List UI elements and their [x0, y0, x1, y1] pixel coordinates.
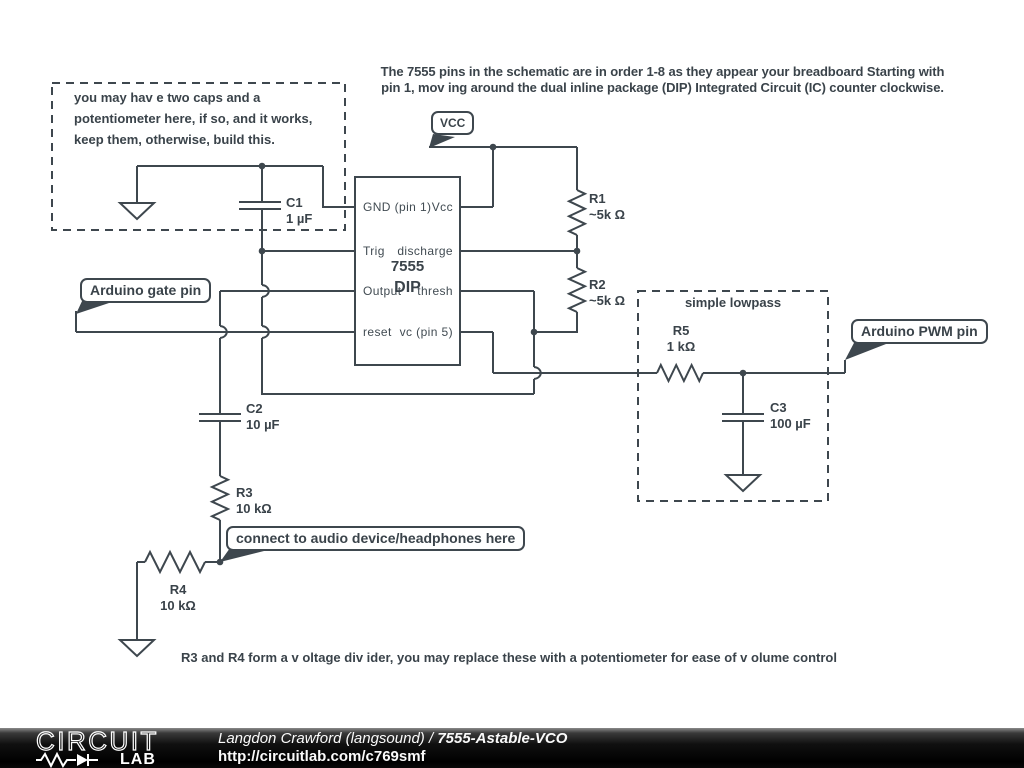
footer-author-title [218, 730, 567, 748]
circuitlab-footer-bar [0, 728, 1024, 768]
c3-value: 100 µF [770, 416, 811, 431]
circuitlab-logo-lab: LAB [120, 751, 156, 768]
label-c3 [770, 400, 811, 432]
r1-name: R1 [589, 191, 606, 206]
capacitor-c1 [239, 166, 281, 209]
vcc-bubble-tail [429, 134, 455, 148]
top-annotation [365, 64, 960, 96]
label-r3 [236, 485, 272, 517]
ic-name-7555: 7555 [390, 258, 425, 275]
pin-gnd: GND (pin 1) [363, 200, 432, 214]
resistor-r3 [212, 476, 228, 562]
top-annotation-line2: pin 1, mov ing around the dual inline package (DIP) Integrated Circuit (IC) counter clockwise. [381, 80, 944, 95]
r4-value: 10 kΩ [160, 598, 196, 613]
resistor-r5 [657, 365, 703, 381]
audio-out-bubble: connect to audio device/headphones here [226, 526, 525, 551]
ground-symbol-c1 [120, 203, 154, 219]
c1-value: 1 µF [286, 211, 313, 226]
c2-name: C2 [246, 401, 263, 416]
pin-thresh: thresh [417, 284, 453, 298]
r3-name: R3 [236, 485, 253, 500]
pin-discharge: discharge [397, 244, 453, 258]
footer-schematic-title: 7555-Astable-VCO [437, 730, 568, 747]
ground-symbol-c3 [726, 475, 760, 491]
resistor-diode-icon [36, 752, 122, 768]
r4-name: R4 [169, 582, 187, 597]
wire-gate [76, 311, 355, 332]
circuitlab-logo-text: CIRCUIT [36, 726, 159, 756]
caps-box-annotation [74, 87, 312, 150]
resistor-r2 [460, 268, 585, 332]
capacitor-c3 [722, 373, 764, 475]
label-c2 [246, 401, 280, 433]
arduino-gate-pin-bubble: Arduino gate pin [80, 278, 211, 303]
label-r1 [589, 191, 625, 223]
pin-reset: reset [363, 325, 392, 339]
bubble-tails [76, 134, 886, 562]
pin-output: Output [363, 284, 402, 298]
wire-ground-rail [137, 166, 355, 207]
lowpass-title: simple lowpass [684, 295, 782, 310]
capacitor-c2 [199, 414, 241, 476]
arduino-pwm-pin-bubble: Arduino PWM pin [851, 319, 988, 344]
r1-value: ~5k Ω [589, 207, 626, 222]
r2-value: ~5k Ω [589, 293, 626, 308]
ic-package-dip: DIP [394, 279, 421, 296]
caps-note-line2: potentiometer here, if so, and it works, [74, 111, 313, 126]
top-annotation-line1: The 7555 pins in the schematic are in order 1-8 as they appear your breadboard Starting with [380, 64, 945, 79]
ground-symbol-r4 [120, 640, 154, 656]
wire-output [220, 291, 355, 414]
label-r5 [655, 323, 707, 355]
r5-value: 1 kΩ [666, 339, 696, 354]
c1-name: C1 [286, 195, 303, 210]
footer-author: Langdon Crawford (langsound) / [218, 730, 438, 747]
bottom-annotation: R3 and R4 form a v oltage div ider, you may replace these with a potentiometer for ease of v olume control [181, 650, 837, 665]
label-r4 [150, 582, 206, 614]
pin-vcc: Vcc [431, 200, 453, 214]
r2-name: R2 [589, 277, 606, 292]
footer-url: http://circuitlab.com/c769smf [218, 748, 426, 765]
c2-value: 10 µF [246, 417, 280, 432]
circuitlab-logo [36, 726, 186, 768]
r3-value: 10 kΩ [236, 501, 272, 516]
label-r2 [589, 277, 625, 309]
caps-note-line1: you may hav e two caps and a [74, 90, 261, 105]
caps-note-line3: keep them, otherwise, build this. [74, 132, 275, 147]
c3-name: C3 [770, 400, 787, 415]
label-c1 [286, 195, 312, 227]
footer-text [218, 730, 567, 766]
wire-vc-lowpass [460, 332, 845, 373]
vcc-node-bubble: VCC [431, 111, 474, 135]
pin-vc: vc (pin 5) [399, 325, 453, 339]
r5-name: R5 [672, 323, 690, 338]
pin-trig: Trig [363, 244, 385, 258]
